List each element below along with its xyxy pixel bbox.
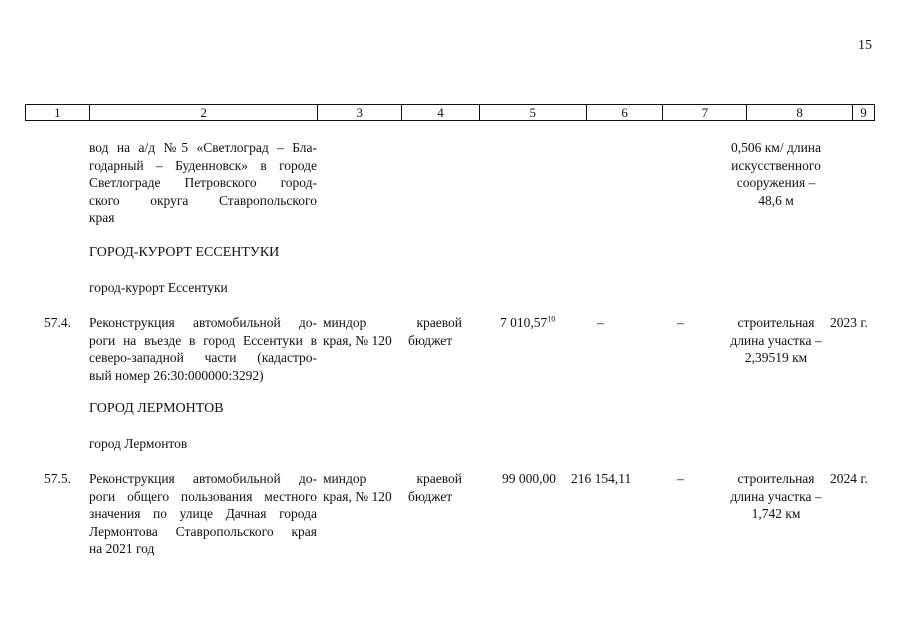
header-col-3: 3 bbox=[318, 105, 402, 120]
text-line: на 2021 год bbox=[89, 541, 155, 556]
row-amount-col6: – bbox=[597, 315, 604, 330]
row-capacity bbox=[716, 470, 836, 523]
text-line: вод на а/д №5 «Светлоград – Бла- bbox=[89, 140, 317, 155]
section-subtitle-essentuki: город-курорт Ессентуки bbox=[89, 280, 228, 295]
row-year: 2023 г. bbox=[830, 315, 868, 330]
row-name bbox=[89, 470, 317, 558]
header-col-1: 1 bbox=[26, 105, 90, 120]
header-col-5: 5 bbox=[480, 105, 587, 120]
text-line: 48,6 м bbox=[758, 192, 794, 208]
text-line: края, № 120 bbox=[323, 488, 392, 504]
row-amount-col5: 99 000,00 bbox=[502, 471, 556, 486]
text-line: длина участка – bbox=[730, 488, 822, 504]
text-line: 2,39519 км bbox=[744, 350, 808, 365]
row-name bbox=[89, 314, 317, 384]
header-col-4: 4 bbox=[402, 105, 480, 120]
text-line: 1,742 км bbox=[751, 506, 801, 521]
row-source bbox=[408, 470, 462, 505]
continuation-col8 bbox=[716, 139, 836, 209]
text-line: годарный – Буденновск» в городе bbox=[89, 157, 317, 173]
row-amount-col7: – bbox=[677, 315, 684, 330]
page-number: 15 bbox=[858, 38, 872, 53]
header-col-9: 9 bbox=[860, 105, 867, 120]
row-year: 2024 г. bbox=[830, 471, 868, 486]
text-line: края bbox=[89, 210, 115, 225]
text-line: роги на въезде в город Ессентуки в bbox=[89, 332, 317, 348]
text-line: Реконструкция автомобильной до- bbox=[89, 315, 317, 330]
text-line: Лермонтова Ставропольского края bbox=[89, 523, 317, 539]
text-line: ского округа Ставропольского bbox=[89, 192, 317, 208]
text-line: искусственного bbox=[731, 157, 821, 173]
text-line: роги общего пользования местного bbox=[89, 488, 317, 504]
text-line: 0,506 км/ длина bbox=[730, 140, 822, 155]
row-amount-col7: – bbox=[677, 471, 684, 486]
row-number: 57.4. bbox=[44, 315, 71, 330]
footnote-marker: 10 bbox=[547, 314, 556, 324]
text-line: Светлограде Петровского город- bbox=[89, 175, 317, 190]
text-line: северо-западной части (кадастро- bbox=[89, 350, 317, 365]
text-line: краевой bbox=[416, 315, 462, 330]
header-col-6: 6 bbox=[587, 105, 664, 120]
row-customer bbox=[323, 314, 403, 349]
row-capacity bbox=[716, 314, 836, 367]
row-amount-col6: 216 154,11 bbox=[571, 471, 632, 486]
text-line: значения по улице Дачная города bbox=[89, 506, 317, 521]
text-line: миндор bbox=[323, 315, 367, 330]
text-line: строительная bbox=[737, 315, 815, 330]
text-line: сооружения – bbox=[736, 175, 816, 190]
header-col-2: 2 bbox=[90, 105, 318, 120]
text-line: бюджет bbox=[408, 332, 453, 348]
text-line: вый номер 26:30:000000:3292) bbox=[89, 367, 264, 383]
header-col-8: 8 bbox=[747, 105, 853, 120]
row-number: 57.5. bbox=[44, 471, 71, 486]
table-header-row bbox=[25, 104, 875, 121]
text-line: миндор bbox=[323, 471, 367, 486]
row-amount-col5 bbox=[500, 314, 555, 332]
text-line: краевой bbox=[416, 471, 462, 486]
continuation-name bbox=[89, 139, 317, 227]
section-title-essentuki: ГОРОД-КУРОРТ ЕССЕНТУКИ bbox=[89, 245, 280, 260]
section-subtitle-lermontov: город Лермонтов bbox=[89, 436, 188, 451]
section-title-lermontov: ГОРОД ЛЕРМОНТОВ bbox=[89, 401, 224, 416]
row-customer bbox=[323, 470, 403, 505]
text-line: длина участка – bbox=[730, 332, 822, 348]
text-line: бюджет bbox=[408, 488, 453, 504]
text-line: Реконструкция автомобильной до- bbox=[89, 471, 317, 486]
row-source bbox=[408, 314, 462, 349]
amount-value: 7 010,57 bbox=[500, 315, 548, 330]
text-line: строительная bbox=[737, 471, 815, 486]
header-col-7: 7 bbox=[663, 105, 747, 120]
text-line: края, № 120 bbox=[323, 332, 392, 348]
